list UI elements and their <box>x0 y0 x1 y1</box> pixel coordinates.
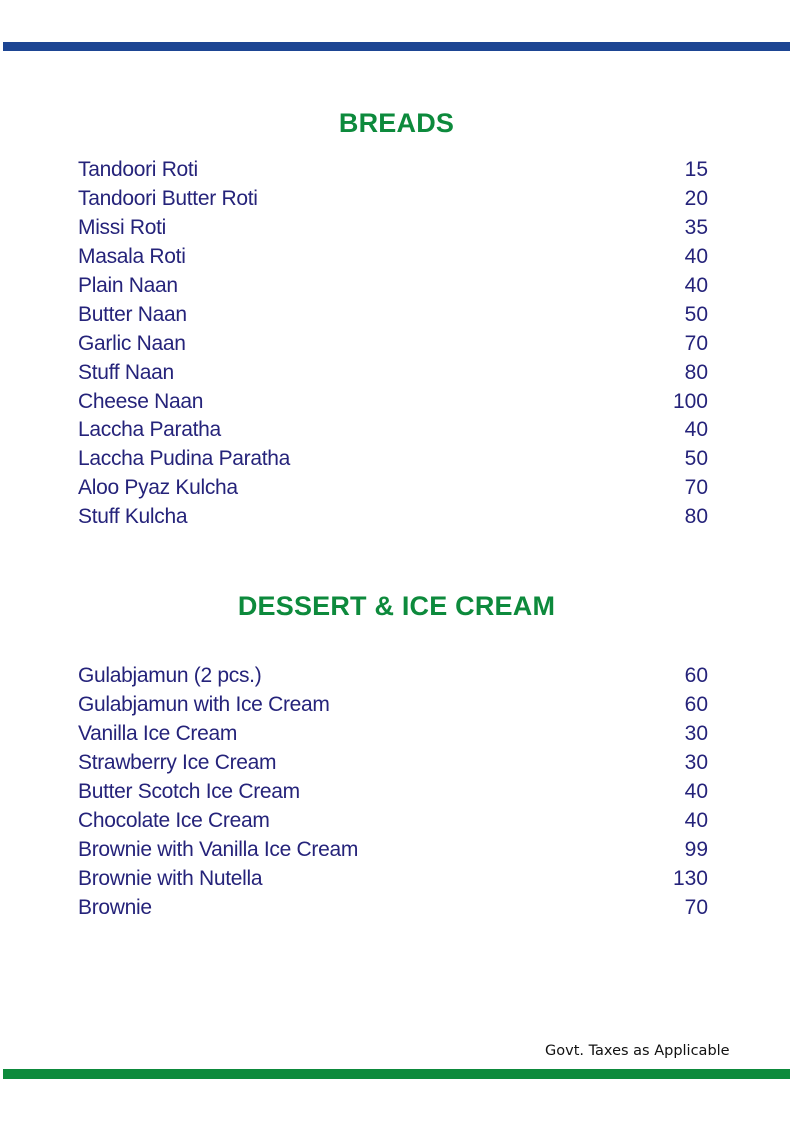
menu-item-name: Tandoori Roti <box>78 158 198 182</box>
menu-item-price: 99 <box>684 837 708 861</box>
menu-item-name: Garlic Naan <box>78 331 186 355</box>
menu-item-name: Brownie with Vanilla Ice Cream <box>78 837 359 861</box>
menu-item <box>78 864 708 893</box>
menu-item-name: Gulabjamun (2 pcs.) <box>78 664 262 688</box>
menu-item <box>78 387 708 416</box>
menu-item-price: 30 <box>684 722 708 746</box>
menu-item-price: 40 <box>684 245 708 269</box>
menu-item-name: Brownie <box>78 895 152 919</box>
menu-item-name: Plain Naan <box>78 274 178 297</box>
menu-item <box>78 893 708 922</box>
menu-item-price: 70 <box>684 331 708 355</box>
menu-item-price: 40 <box>684 418 708 442</box>
menu-item <box>78 358 708 387</box>
menu-item <box>78 474 708 503</box>
menu-item-price: 20 <box>684 187 708 211</box>
menu-item <box>78 835 708 864</box>
menu-item-price: 35 <box>684 216 708 240</box>
menu-item-price: 70 <box>684 476 708 500</box>
menu-item <box>78 185 708 214</box>
menu-item <box>78 778 708 807</box>
menu-item <box>78 416 708 445</box>
menu-item-name: Vanilla Ice Cream <box>78 722 238 746</box>
menu-item-name: Cheese Naan <box>78 389 204 413</box>
menu-item-price: 80 <box>684 360 708 384</box>
menu-item-price: 50 <box>684 447 708 471</box>
menu-item-price: 30 <box>684 751 708 775</box>
menu-item-name: Missi Roti <box>78 216 167 240</box>
menu-item-name: Stuff Naan <box>78 360 174 384</box>
bottom-divider-bar <box>3 1069 790 1079</box>
menu-item-name: Laccha Pudina Paratha <box>78 447 291 471</box>
menu-item <box>78 806 708 835</box>
menu-item-name: Strawberry Ice Cream <box>78 751 277 775</box>
menu-item-price: 50 <box>684 302 708 326</box>
menu-item <box>78 720 708 749</box>
menu-item-name: Laccha Paratha <box>78 418 221 442</box>
menu-item-name: Gulabjamun with Ice Cream <box>78 693 330 717</box>
menu-item <box>78 445 708 474</box>
menu-item <box>78 503 708 532</box>
dessert-menu-list <box>78 662 708 922</box>
menu-item <box>78 662 708 691</box>
menu-item-name: Chocolate Ice Cream <box>78 808 270 832</box>
menu-item <box>78 272 708 301</box>
menu-item-price: 60 <box>684 664 708 688</box>
menu-item <box>78 691 708 720</box>
menu-item <box>78 749 708 778</box>
menu-item-name: Butter Naan <box>78 302 187 326</box>
menu-item <box>78 300 708 329</box>
menu-item-price: 70 <box>684 895 708 919</box>
menu-item <box>78 156 708 185</box>
menu-item-price: 15 <box>684 158 708 182</box>
menu-item-name: Masala Roti <box>78 245 186 269</box>
menu-item-price: 40 <box>684 274 708 297</box>
taxes-note: Govt. Taxes as Applicable <box>545 1043 730 1059</box>
section-title-breads: BREADS <box>338 108 455 138</box>
menu-item <box>78 214 708 243</box>
menu-item-price: 40 <box>684 808 708 832</box>
menu-item-price: 100 <box>672 389 708 413</box>
menu-item-price: 80 <box>684 505 708 529</box>
menu-item-name: Stuff Kulcha <box>78 505 188 529</box>
menu-item-price: 40 <box>684 780 708 803</box>
menu-item-price: 60 <box>684 693 708 717</box>
menu-item <box>78 243 708 272</box>
menu-item-name: Brownie with Nutella <box>78 866 263 890</box>
menu-item-name: Aloo Pyaz Kulcha <box>78 476 238 500</box>
menu-item-name: Tandoori Butter Roti <box>78 187 258 211</box>
menu-item <box>78 329 708 358</box>
menu-item-price: 130 <box>672 866 708 890</box>
section-title-dessert: DESSERT & ICE CREAM <box>237 591 556 621</box>
menu-item-name: Butter Scotch Ice Cream <box>78 780 300 803</box>
top-divider-bar <box>3 42 790 51</box>
breads-menu-list <box>78 156 708 532</box>
